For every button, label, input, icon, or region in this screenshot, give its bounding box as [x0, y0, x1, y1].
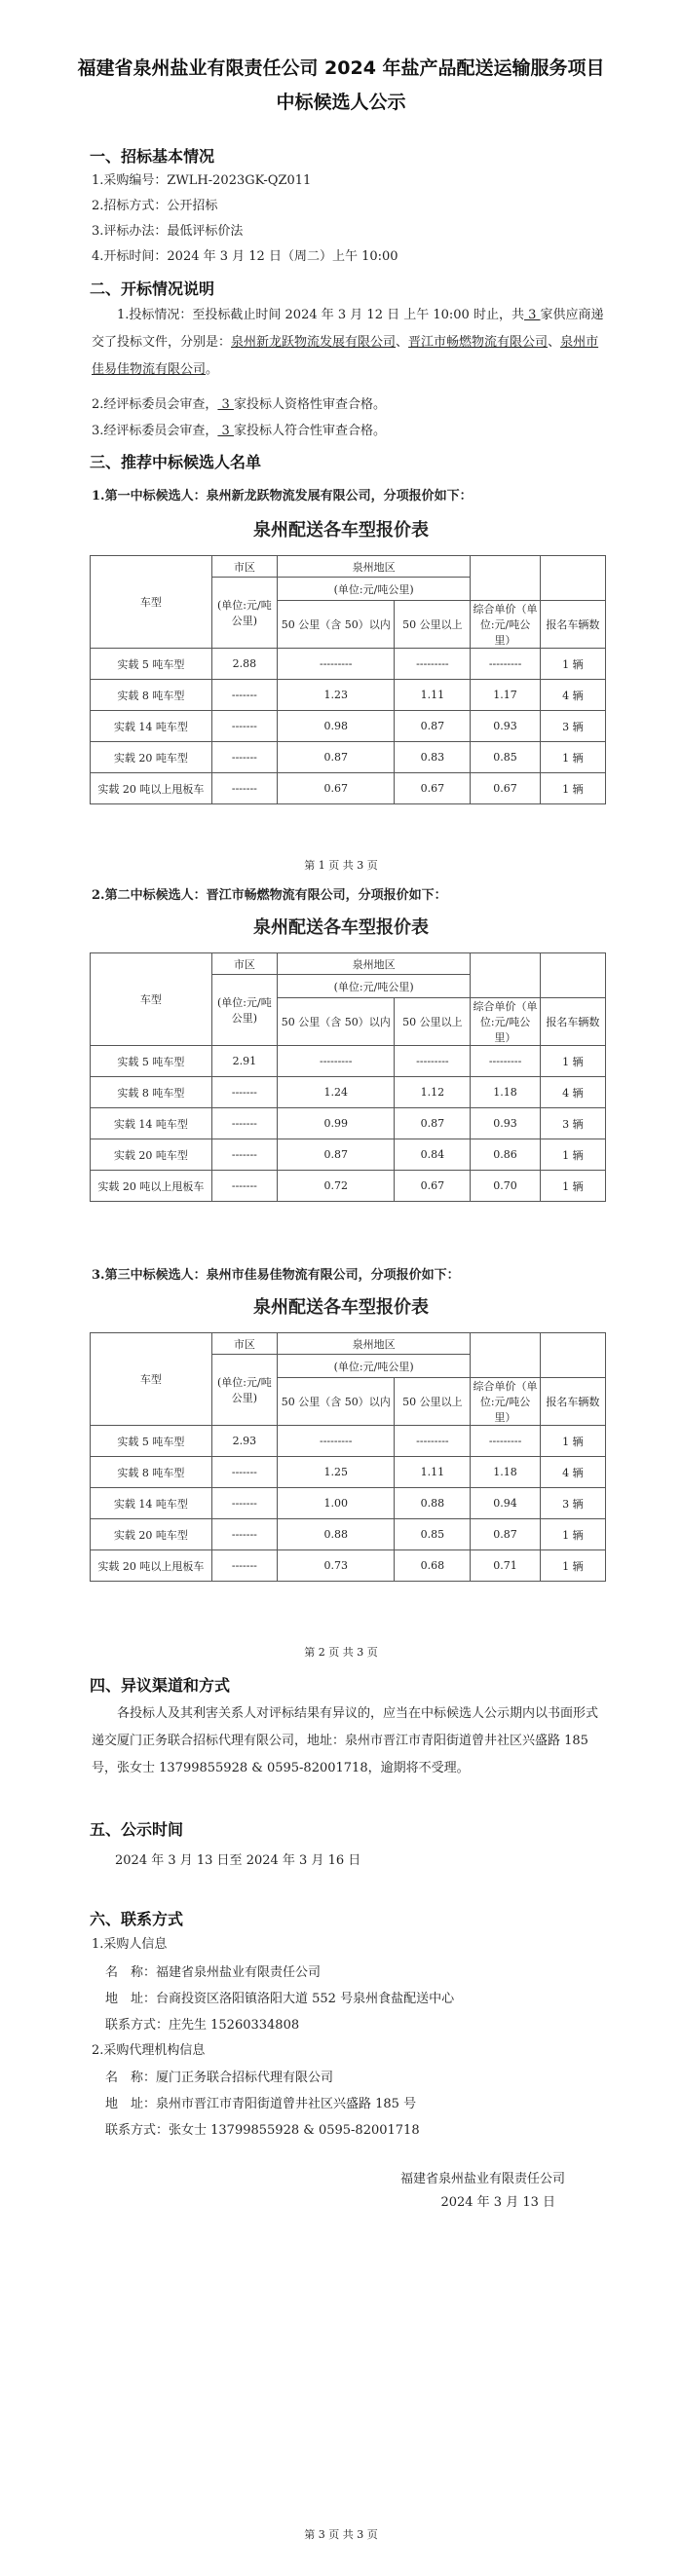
- table-header-row: [91, 556, 606, 578]
- table-row: [91, 1046, 606, 1077]
- cell-city-price: -------: [211, 1077, 277, 1108]
- cell-within-50km-price: 0.73: [277, 1550, 395, 1582]
- cell-within-50km-price: ---------: [277, 1046, 395, 1077]
- header-within-50km: 50 公里（含 50）以内: [277, 998, 395, 1046]
- header-vehicle: 车型: [91, 953, 212, 1046]
- header-vehicle-count: 报名车辆数: [540, 998, 605, 1046]
- cell-over-50km-price: 0.87: [395, 711, 471, 742]
- cell-combined-price: 1.18: [471, 1077, 540, 1108]
- agent-info-heading: 2.采购代理机构信息: [92, 2043, 206, 2058]
- header-vehicle-count: 报名车辆数: [540, 601, 605, 649]
- cell-over-50km-price: ---------: [395, 649, 471, 680]
- s2-p3-count: 3: [217, 424, 234, 438]
- cell-vehicle-type: 实载 5 吨车型: [91, 649, 212, 680]
- table-row: [91, 742, 606, 773]
- cell-vehicle-type: 实载 20 吨以上甩板车: [91, 773, 212, 804]
- cell-within-50km-price: 0.98: [277, 711, 395, 742]
- cell-city-price: -------: [211, 1171, 277, 1202]
- header-over-50km: 50 公里以上: [395, 601, 471, 649]
- cell-vehicle-count: 3 辆: [540, 1488, 605, 1519]
- s2-p2-text2: 家投标人资格性审查合格。: [233, 397, 386, 412]
- s2-qualification-line: [92, 394, 386, 416]
- s2-p1-count: 3: [523, 308, 541, 322]
- cell-within-50km-price: 0.88: [277, 1519, 395, 1550]
- header-city: 市区: [211, 1333, 277, 1355]
- cell-combined-price: 0.86: [471, 1139, 540, 1171]
- cell-combined-price: 0.67: [471, 773, 540, 804]
- cell-combined-price: 0.71: [471, 1550, 540, 1582]
- cell-vehicle-type: 实载 14 吨车型: [91, 1488, 212, 1519]
- table-row: [91, 1108, 606, 1139]
- table-row: [91, 1519, 606, 1550]
- candidate-3-heading: 3.第三中标候选人：泉州市佳易佳物流有限公司，分项报价如下：: [92, 1268, 460, 1283]
- s2-company-3: 泉州市佳易佳物流有限公司: [92, 335, 599, 377]
- cell-combined-price: 0.93: [471, 711, 540, 742]
- agent-address: 地 址：泉州市晋江市青阳街道曾井社区兴盛路 185 号: [105, 2097, 417, 2111]
- s2-separator: 、: [548, 335, 561, 350]
- cell-vehicle-count: 1 辆: [540, 773, 605, 804]
- page-number-3: 第 3 页 共 3 页: [304, 2528, 378, 2541]
- publicity-period: 2024 年 3 月 13 日至 2024 年 3 月 16 日: [115, 1853, 361, 1868]
- table-row: [91, 773, 606, 804]
- doc-title-line1: 福建省泉州盐业有限责任公司 2024 年盐产品配送运输服务项目: [77, 57, 605, 79]
- section-5-heading: 五、公示时间: [90, 1820, 184, 1839]
- header-city: 市区: [211, 953, 277, 975]
- cell-vehicle-type: 实载 20 吨以上甩板车: [91, 1171, 212, 1202]
- cell-over-50km-price: ---------: [395, 1426, 471, 1457]
- cell-city-price: -------: [211, 1108, 277, 1139]
- cell-vehicle-count: 1 辆: [540, 649, 605, 680]
- signature-org: 福建省泉州盐业有限责任公司: [399, 2172, 565, 2186]
- section-1-heading: 一、招标基本情况: [90, 147, 215, 166]
- header-blank: [471, 556, 540, 601]
- cell-within-50km-price: 0.99: [277, 1108, 395, 1139]
- price-table-2: [90, 952, 606, 1202]
- buyer-address: 地 址：台商投资区洛阳镇洛阳大道 552 号泉州食盐配送中心: [105, 1992, 455, 2006]
- s1-item-2: 2.招标方式：公开招标: [92, 199, 218, 213]
- cell-vehicle-count: 4 辆: [540, 1077, 605, 1108]
- header-quanzhou: 泉州地区: [277, 556, 470, 578]
- header-city-unit: (单位:元/吨公里): [211, 975, 277, 1046]
- cell-within-50km-price: 1.25: [277, 1457, 395, 1488]
- s2-p1-end: 。: [206, 362, 219, 377]
- cell-over-50km-price: 0.85: [395, 1519, 471, 1550]
- cell-over-50km-price: 0.67: [395, 1171, 471, 1202]
- s1-item-1: 1.采购编号：ZWLH-2023GK-QZ011: [92, 173, 312, 188]
- table-row: [91, 1457, 606, 1488]
- header-combined-price: 综合单价（单位:元/吨公里）: [471, 1378, 540, 1426]
- cell-city-price: -------: [211, 1519, 277, 1550]
- header-quanzhou-unit: (单位:元/吨公里): [277, 578, 470, 601]
- cell-vehicle-count: 3 辆: [540, 1108, 605, 1139]
- cell-vehicle-type: 实载 14 吨车型: [91, 1108, 212, 1139]
- cell-combined-price: 0.94: [471, 1488, 540, 1519]
- cell-over-50km-price: 0.68: [395, 1550, 471, 1582]
- candidate-1-heading: 1.第一中标候选人：泉州新龙跃物流发展有限公司，分项报价如下：: [92, 489, 473, 504]
- cell-vehicle-type: 实载 8 吨车型: [91, 1457, 212, 1488]
- cell-within-50km-price: 0.87: [277, 1139, 395, 1171]
- table-row: [91, 680, 606, 711]
- section-2-heading: 二、开标情况说明: [90, 280, 215, 298]
- cell-within-50km-price: 0.87: [277, 742, 395, 773]
- table-header-row: [91, 953, 606, 975]
- cell-combined-price: 0.85: [471, 742, 540, 773]
- cell-over-50km-price: 0.67: [395, 773, 471, 804]
- cell-city-price: -------: [211, 1550, 277, 1582]
- objection-paragraph: 各投标人及其利害关系人对评标结果有异议的，应当在中标候选人公示期内以书面形式递交厦门正务联合招标代理有限公司，地址：泉州市晋江市青阳街道曾井社区兴盛路 185 号，张女士 13799855928 & 0595-82001718，逾期将不受理。: [92, 1706, 599, 1775]
- table-row: [91, 1550, 606, 1582]
- cell-vehicle-count: 3 辆: [540, 711, 605, 742]
- cell-over-50km-price: 1.11: [395, 1457, 471, 1488]
- table-row: [91, 711, 606, 742]
- buyer-info-heading: 1.采购人信息: [92, 1937, 168, 1952]
- cell-vehicle-count: 1 辆: [540, 1046, 605, 1077]
- s2-p1-text2: 家供应商递交了投标文件，分别是：: [92, 308, 604, 350]
- cell-combined-price: 1.17: [471, 680, 540, 711]
- candidate-2-heading: 2.第二中标候选人：晋江市畅燃物流有限公司，分项报价如下：: [92, 888, 447, 903]
- s1-item-4: 4.开标时间：2024 年 3 月 12 日（周二）上午 10:00: [92, 249, 398, 264]
- section-3-heading: 三、推荐中标候选人名单: [90, 453, 262, 471]
- cell-vehicle-type: 实载 5 吨车型: [91, 1046, 212, 1077]
- page-number-2: 第 2 页 共 3 页: [304, 1646, 378, 1659]
- cell-city-price: 2.88: [211, 649, 277, 680]
- cell-city-price: -------: [211, 773, 277, 804]
- page-number-1: 第 1 页 共 3 页: [304, 859, 378, 872]
- cell-within-50km-price: ---------: [277, 1426, 395, 1457]
- cell-vehicle-type: 实载 20 吨车型: [91, 1139, 212, 1171]
- cell-combined-price: 0.70: [471, 1171, 540, 1202]
- cell-vehicle-type: 实载 8 吨车型: [91, 1077, 212, 1108]
- cell-combined-price: 0.93: [471, 1108, 540, 1139]
- header-blank: [540, 953, 605, 998]
- buyer-contact: 联系方式：庄先生 15260334808: [105, 2018, 300, 2033]
- s2-p3-text2: 家投标人符合性审查合格。: [233, 424, 386, 438]
- table-row: [91, 1139, 606, 1171]
- s2-company-2: 晋江市畅燃物流有限公司: [408, 335, 549, 350]
- price-table-3-title: 泉州配送各车型报价表: [253, 1297, 429, 1318]
- header-quanzhou-unit: (单位:元/吨公里): [277, 1355, 470, 1378]
- cell-over-50km-price: 0.88: [395, 1488, 471, 1519]
- header-combined-price: 综合单价（单位:元/吨公里）: [471, 601, 540, 649]
- header-quanzhou: 泉州地区: [277, 1333, 470, 1355]
- header-over-50km: 50 公里以上: [395, 1378, 471, 1426]
- table-row: [91, 1077, 606, 1108]
- header-quanzhou: 泉州地区: [277, 953, 470, 975]
- s2-bid-paragraph: [92, 302, 608, 384]
- table-row: [91, 1171, 606, 1202]
- cell-city-price: -------: [211, 1488, 277, 1519]
- cell-over-50km-price: 1.11: [395, 680, 471, 711]
- s2-separator: 、: [396, 335, 409, 350]
- header-within-50km: 50 公里（含 50）以内: [277, 1378, 395, 1426]
- header-vehicle-count: 报名车辆数: [540, 1378, 605, 1426]
- cell-vehicle-type: 实载 20 吨车型: [91, 1519, 212, 1550]
- table-row: [91, 1488, 606, 1519]
- cell-city-price: -------: [211, 711, 277, 742]
- cell-vehicle-type: 实载 5 吨车型: [91, 1426, 212, 1457]
- header-over-50km: 50 公里以上: [395, 998, 471, 1046]
- cell-vehicle-count: 1 辆: [540, 1139, 605, 1171]
- price-table-3: [90, 1332, 606, 1582]
- cell-over-50km-price: ---------: [395, 1046, 471, 1077]
- s2-p2-text: 2.经评标委员会审查，: [92, 397, 218, 412]
- price-table-2-title: 泉州配送各车型报价表: [253, 917, 429, 938]
- cell-city-price: 2.93: [211, 1426, 277, 1457]
- cell-vehicle-count: 4 辆: [540, 1457, 605, 1488]
- cell-vehicle-type: 实载 14 吨车型: [91, 711, 212, 742]
- table-header-row: [91, 1333, 606, 1355]
- agent-contact: 联系方式：张女士 13799855928 & 0595-82001718: [105, 2123, 420, 2138]
- s2-p1-text: 1.投标情况：至投标截止时间 2024 年 3 月 12 日 上午 10:00 时止，共: [117, 308, 524, 322]
- cell-combined-price: 0.87: [471, 1519, 540, 1550]
- signature-date: 2024 年 3 月 13 日: [440, 2195, 555, 2210]
- section-6-heading: 六、联系方式: [90, 1910, 184, 1928]
- cell-over-50km-price: 0.83: [395, 742, 471, 773]
- header-blank: [471, 1333, 540, 1378]
- cell-vehicle-type: 实载 20 吨以上甩板车: [91, 1550, 212, 1582]
- cell-city-price: -------: [211, 680, 277, 711]
- s2-p2-count: 3: [217, 397, 234, 412]
- header-blank: [471, 953, 540, 998]
- header-blank: [540, 556, 605, 601]
- cell-city-price: -------: [211, 742, 277, 773]
- s1-item-3: 3.评标办法：最低评标价法: [92, 224, 244, 239]
- doc-title-line2: 中标候选人公示: [276, 92, 406, 113]
- cell-vehicle-count: 1 辆: [540, 1171, 605, 1202]
- table-row: [91, 649, 606, 680]
- header-city-unit: (单位:元/吨公里): [211, 578, 277, 649]
- cell-city-price: -------: [211, 1457, 277, 1488]
- header-city: 市区: [211, 556, 277, 578]
- cell-vehicle-count: 1 辆: [540, 1426, 605, 1457]
- price-table-1: [90, 555, 606, 804]
- s2-p3-text: 3.经评标委员会审查，: [92, 424, 218, 438]
- cell-vehicle-count: 1 辆: [540, 1519, 605, 1550]
- header-blank: [540, 1333, 605, 1378]
- cell-within-50km-price: 1.24: [277, 1077, 395, 1108]
- cell-vehicle-type: 实载 20 吨车型: [91, 742, 212, 773]
- s2-compliance-line: [92, 421, 386, 442]
- cell-vehicle-count: 1 辆: [540, 1550, 605, 1582]
- table-row: [91, 1426, 606, 1457]
- header-quanzhou-unit: (单位:元/吨公里): [277, 975, 470, 998]
- buyer-name: 名 称：福建省泉州盐业有限责任公司: [105, 1965, 322, 1980]
- header-vehicle: 车型: [91, 556, 212, 649]
- cell-combined-price: ---------: [471, 1426, 540, 1457]
- cell-within-50km-price: 0.72: [277, 1171, 395, 1202]
- cell-over-50km-price: 0.87: [395, 1108, 471, 1139]
- header-combined-price: 综合单价（单位:元/吨公里）: [471, 998, 540, 1046]
- cell-over-50km-price: 0.84: [395, 1139, 471, 1171]
- price-table-1-title: 泉州配送各车型报价表: [253, 520, 429, 541]
- cell-combined-price: ---------: [471, 1046, 540, 1077]
- cell-within-50km-price: 0.67: [277, 773, 395, 804]
- cell-within-50km-price: 1.00: [277, 1488, 395, 1519]
- cell-combined-price: ---------: [471, 649, 540, 680]
- cell-vehicle-type: 实载 8 吨车型: [91, 680, 212, 711]
- header-within-50km: 50 公里（含 50）以内: [277, 601, 395, 649]
- agent-name: 名 称：厦门正务联合招标代理有限公司: [105, 2071, 334, 2085]
- header-city-unit: (单位:元/吨公里): [211, 1355, 277, 1426]
- header-vehicle: 车型: [91, 1333, 212, 1426]
- cell-within-50km-price: ---------: [277, 649, 395, 680]
- cell-over-50km-price: 1.12: [395, 1077, 471, 1108]
- cell-combined-price: 1.18: [471, 1457, 540, 1488]
- s2-company-1: 泉州新龙跃物流发展有限公司: [231, 335, 397, 350]
- cell-city-price: -------: [211, 1139, 277, 1171]
- cell-vehicle-count: 4 辆: [540, 680, 605, 711]
- section-4-heading: 四、异议渠道和方式: [90, 1676, 231, 1695]
- cell-vehicle-count: 1 辆: [540, 742, 605, 773]
- cell-city-price: 2.91: [211, 1046, 277, 1077]
- cell-within-50km-price: 1.23: [277, 680, 395, 711]
